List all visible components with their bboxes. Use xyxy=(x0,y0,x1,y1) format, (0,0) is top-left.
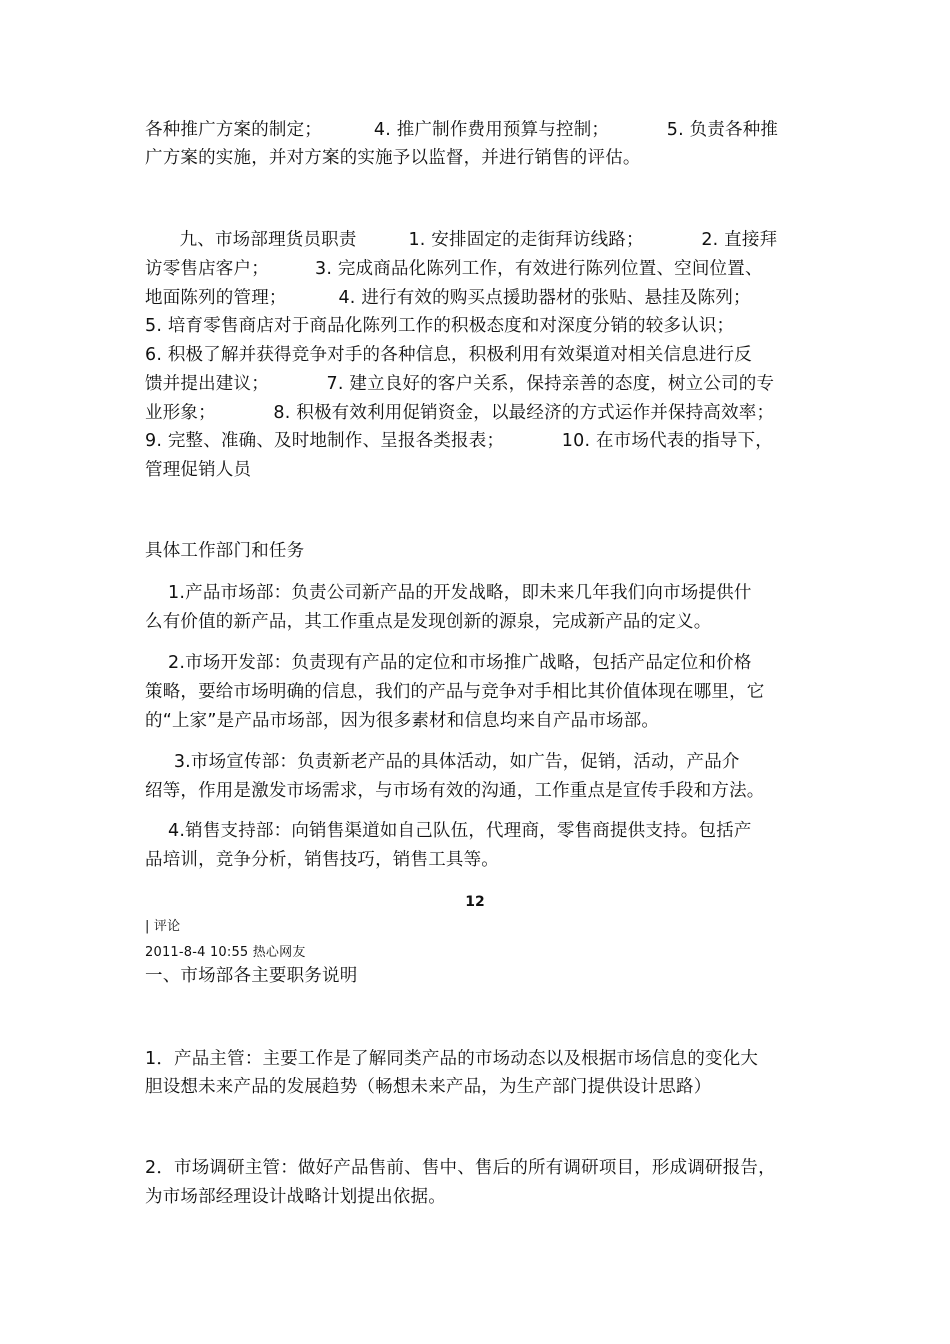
text-line: 9. 完整、准确、及时地制作、呈报各类报表； 10. 在市场代表的指导下， xyxy=(145,431,773,451)
comment-meta: 2011-8-4 10:55 热心网友 xyxy=(145,945,306,960)
text-line: 管理促销人员 xyxy=(145,460,252,480)
text-line: 胆设想未来产品的发展趋势（畅想未来产品，为生产部门提供设计思路） xyxy=(145,1077,712,1097)
comment-link[interactable]: | 评论 xyxy=(145,919,181,934)
page-number: 12 xyxy=(465,894,485,910)
text-line: 5. 培育零售商店对于商品化陈列工作的积极态度和对深度分销的较多认识； xyxy=(145,316,735,336)
text-line: 策略，要给市场明确的信息，我们的产品与竞争对手相比其价值体现在哪里，它 xyxy=(145,682,765,702)
text-line: 品培训，竞争分析，销售技巧，销售工具等。 xyxy=(145,850,499,870)
text-line: 各种推广方案的制定； 4. 推广制作费用预算与控制； 5. 负责各种推 xyxy=(145,120,779,140)
text-line: 4.销售支持部：向销售渠道如自己队伍，代理商，零售商提供支持。包括产 xyxy=(145,821,752,841)
text-line: 2．市场调研主管：做好产品售前、售中、售后的所有调研项目，形成调研报告， xyxy=(145,1158,776,1178)
text-line: 为市场部经理设计战略计划提出依据。 xyxy=(145,1187,446,1207)
text-line: 1．产品主管：主要工作是了解同类产品的市场动态以及根据市场信息的变化大 xyxy=(145,1049,759,1069)
text-line: 绍等，作用是激发市场需求，与市场有效的沟通，工作重点是宣传手段和方法。 xyxy=(145,781,765,801)
text-line: 访零售店客户； 3. 完成商品化陈列工作，有效进行陈列位置、空间位置、 xyxy=(145,259,763,279)
section-title: 一、市场部各主要职务说明 xyxy=(145,966,358,986)
text-line: 1.产品市场部：负责公司新产品的开发战略，即未来几年我们向市场提供什 xyxy=(145,583,752,603)
text-line: 3.市场宣传部：负责新老产品的具体活动，如广告，促销，活动，产品介 xyxy=(145,752,740,772)
text-line: 2.市场开发部：负责现有产品的定位和市场推广战略，包括产品定位和价格 xyxy=(145,653,752,673)
text-line: 九、市场部理货员职责 1. 安排固定的走街拜访线路； 2. 直接拜 xyxy=(145,230,778,250)
text-line: 广方案的实施，并对方案的实施予以监督，并进行销售的评估。 xyxy=(145,148,641,168)
text-line: 地面陈列的管理； 4. 进行有效的购买点援助器材的张贴、悬挂及陈列； xyxy=(145,288,751,308)
text-line: 6. 积极了解并获得竞争对手的各种信息，积极利用有效渠道对相关信息进行反 xyxy=(145,345,752,365)
text-line: 的“上家”是产品市场部，因为很多素材和信息均来自产品市场部。 xyxy=(145,711,660,731)
text-line: 么有价值的新产品，其工作重点是发现创新的源泉，完成新产品的定义。 xyxy=(145,612,712,632)
text-line: 业形象； 8. 积极有效利用促销资金，以最经济的方式运作并保持高效率； xyxy=(145,403,775,423)
text-line: 馈并提出建议； 7. 建立良好的客户关系，保持亲善的态度，树立公司的专 xyxy=(145,374,775,394)
section-heading: 具体工作部门和任务 xyxy=(145,541,305,561)
